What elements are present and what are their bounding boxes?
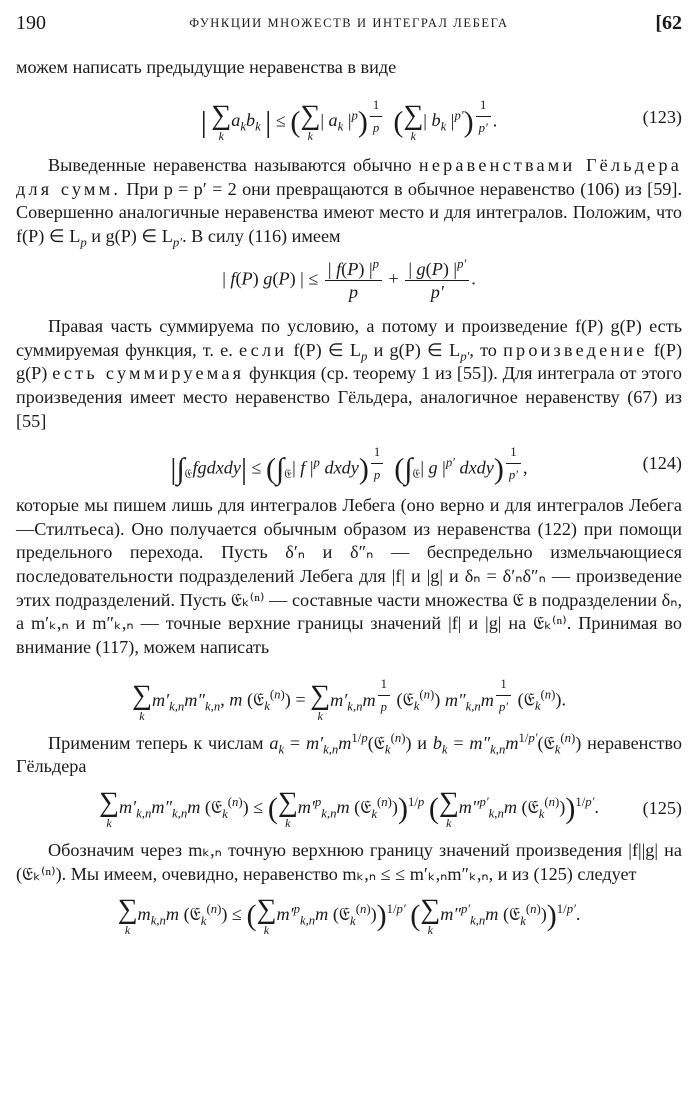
page-body <box>16 56 682 936</box>
p4-text-a: Применим теперь к числам <box>48 732 264 753</box>
p2-spaced-if: если <box>238 339 288 360</box>
equation-number-124: (124) <box>642 452 682 473</box>
equation-final: ∑ k $m_{k,n}m$ (𝔈$_k^{(n)}$) ≤ ( ∑ k $m'^p_{k,n}m$ (𝔈$_k^{(n)}$))$^{1/p'}$ ( ∑ k m″$^{p'}_{k,n}$m (𝔈$_k^{(n)}$))$^{1/p'}$. <box>117 894 581 938</box>
section-number: [62 <box>655 12 682 34</box>
intro-line: можем написать предыдущие неравенства в виде <box>16 57 397 77</box>
equation-holder-young: | f(P) g(P) | ≤ $\frac{| f(P) |^p}{p}$ + $\frac{| g(P) |^{p'}}{p'}$ . <box>222 257 476 303</box>
equation-measure-sum: ∑ k $m'_{k,n}m''_{k,n}$, m (𝔈$_k^{(n)}$) = ∑ k $m'_{k,n}m$ $^{\frac{1}{p}}$ (𝔈$_k^{(n)}$) $m''_{k,n}m$ $^{\frac{1}{p'}}$ (𝔈$_k^{(n)}$). <box>16 673 682 721</box>
p2-text-f: функция (ср. теорему 1 из [55]). Для интеграла от этого произведения имеет место неравенство Гёльдера, аналогичное неравенству (67) из [55] <box>16 363 682 431</box>
p2-text-a: Правая часть суммируема по условию, а потому и произведение f(P) g(P) есть суммируемая функция, т. е. <box>16 316 682 360</box>
equation-125: ∑ k $m'_{k,n}m''_{k,n}m$ (𝔈$_k^{(n)}$) ≤ ( ∑ k $m'^p_{k,n}m$ (𝔈$_k^{(n)}$))$^{1/p}$ ( ∑ k m″$^{p'}_{k,n}$m (𝔈$_k^{(n)}$))$^{1/p'}$. (125) <box>99 786 682 830</box>
p1-spaced-term: неравенствами Гёльдера для сумм. <box>16 154 683 199</box>
p1-text-c: и g(P) ∈ L <box>86 225 173 246</box>
p4-text-b: неравенство Гёльдера <box>16 732 682 777</box>
paragraph-apply: Применим теперь к числам $a_k$ = $m'_{k,n}m^{1/p}(𝔈_k^{(n)})$ и $b_k$ = $m''_{k,n}m^{1/p'}(𝔈_k^{(n)})$ неравенство Гёльдера <box>16 730 682 777</box>
p1-text-d: . В силу (116) имеем <box>182 225 341 246</box>
p1-text-a: Выведенные неравенства называются обычно <box>48 154 412 175</box>
equation-number-123: (123) <box>642 106 682 127</box>
p2-text-d: , то <box>469 339 497 360</box>
running-title: ФУНКЦИИ МНОЖЕСТВ И ИНТЕГРАЛ ЛЕБЕГА <box>189 16 509 30</box>
p1-text-b: При p = p′ = 2 они превращаются в обычное неравенство (106) из [59]. Совершенно аналогичные неравенства имеют место и для интегралов. Положим, что f(P) ∈ L <box>16 178 683 246</box>
p2-text-e: f(P) g(P) <box>16 339 683 384</box>
equation-number-125: (125) <box>642 798 682 819</box>
paragraph-denote: Обозначим через mₖ,ₙ точную верхнюю границу значений произведения |f||g| на (𝔈ₖ⁽ⁿ⁾). Мы имеем, очевидно, неравенство mₖ,ₙ ≤ ≤ m′ₖ,ₙm″ₖ,ₙ, и из (125) следует <box>16 839 682 884</box>
paragraph-summable: Правая часть суммируема по условию, а потому и произведение f(P) g(P) есть суммируемая функция, т. е. если f(P) ∈ $L_p$ и g(P) ∈ $L_{p'}$, то произведение f(P) g(P) есть суммируемая функция (ср. теорему 1 из [55]). Для интеграла от этого произведения имеет место неравенство Гёльдера, аналогичное неравенству (67) из [55] <box>16 316 683 431</box>
running-header <box>16 12 682 38</box>
p2-spaced-summable: есть суммируемая <box>52 363 245 384</box>
p2-text-c: и g(P) ∈ L <box>367 339 461 360</box>
paragraph-holder: Выведенные неравенства называются обычно неравенствами Гёльдера для сумм. При p = p′ = 2 они превращаются в обычное неравенство (106) из [59]. Совершенно аналогичные неравенства имеют место и для интегралов. Положим, что f(P) ∈ $L_p$ и g(P) ∈ $L_{p'}$. В силу (116) имеем <box>16 154 683 250</box>
equation-123: | ∑ k $a_kb_k$ | ≤ ( ∑ k | $a_k$ $|^p$) $^{\frac{1}{p}}$ ( ∑ k | $b_k$ $|^{p'}$) $^{\frac{1}{p'}}$ . (123) <box>16 94 682 142</box>
page-number: 190 <box>16 12 46 34</box>
p2-spaced-product: произведение <box>503 339 648 360</box>
p2-text-b: f(P) ∈ L <box>293 339 362 360</box>
equation-124: $|\int_𝔈fgdxdy| \le (\int_𝔈|$ f $|^p$ dxdy) $^{\frac{1}{p}}$ ($\int_𝔈|$ g $|^{p'}$ dxdy) $^{\frac{1}{p'}}$ , (124) <box>16 441 682 486</box>
paragraph-lebesgue: которые мы пишем лишь для интегралов Лебега (оно верно и для интегралов Лебега—Стилтьеса). Оно получается обычным образом из неравенства (122) при помощи предельного перехода. Пусть δ′ₙ и δ″ₙ — беспредельно измельчающиеся последовательности подразделений Лебега для |f| и |g| и δₙ = δ′ₙδ″ₙ — произведение этих подразделений. Пусть 𝔈ₖ⁽ⁿ⁾ — составные части множества 𝔈 в подразделении δₙ, а m′ₖ,ₙ и m″ₖ,ₙ — точные верхние границы значений |f| и |g| на 𝔈ₖ⁽ⁿ⁾. Принимая во внимание (117), можем написать <box>16 495 682 657</box>
